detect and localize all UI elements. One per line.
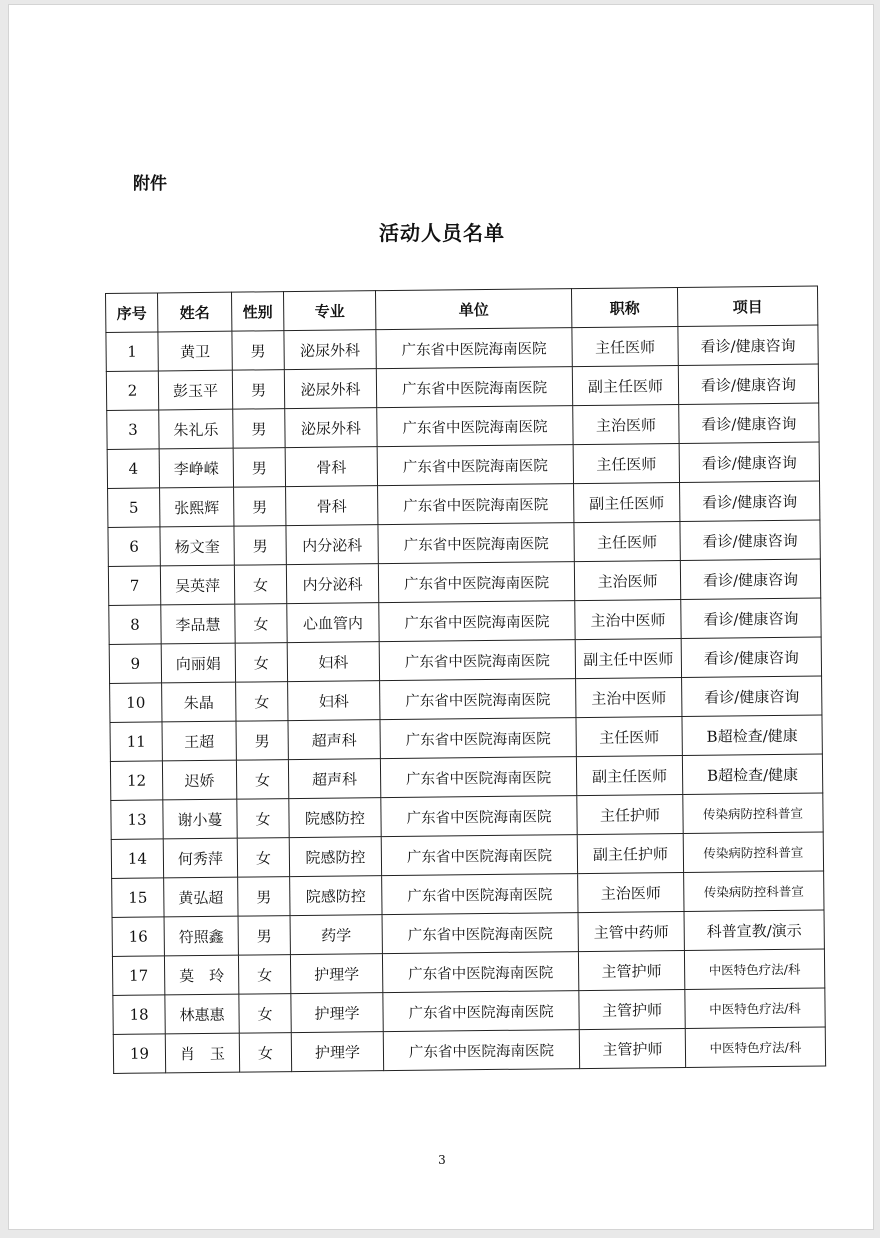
- col-title-cell: 主治医师: [573, 404, 679, 444]
- col-specialty-header: 专业: [283, 291, 375, 331]
- col-index-cell: 15: [112, 878, 164, 918]
- col-project-cell: 看诊/健康咨询: [679, 442, 819, 482]
- col-unit-cell: 广东省中医院海南医院: [382, 874, 578, 915]
- col-project-cell: 中医特色疗法/科: [684, 949, 824, 989]
- col-index-cell: 14: [111, 839, 163, 879]
- col-specialty-cell: 妇科: [287, 642, 379, 682]
- col-gender-cell: 男: [238, 877, 290, 917]
- col-unit-cell: 广东省中医院海南医院: [377, 406, 573, 447]
- col-gender-cell: 男: [236, 721, 288, 761]
- col-specialty-cell: 院感防控: [289, 837, 381, 877]
- col-unit-cell: 广东省中医院海南医院: [379, 640, 575, 681]
- col-gender-cell: 女: [238, 955, 290, 995]
- col-project-cell: 看诊/健康咨询: [681, 637, 821, 677]
- col-project-header: 项目: [677, 286, 817, 326]
- col-name-cell: 黄卫: [158, 331, 232, 371]
- col-unit-cell: 广东省中医院海南医院: [383, 1030, 579, 1071]
- col-specialty-cell: 护理学: [290, 954, 382, 994]
- col-gender-cell: 女: [236, 682, 288, 722]
- col-index-cell: 19: [113, 1034, 165, 1074]
- roster-table: [105, 286, 826, 1074]
- col-unit-cell: 广东省中医院海南医院: [377, 445, 573, 486]
- col-specialty-cell: 内分泌科: [286, 564, 378, 604]
- col-name-cell: 谢小蔓: [163, 799, 237, 839]
- col-specialty-cell: 院感防控: [290, 876, 382, 916]
- col-index-cell: 16: [112, 917, 164, 957]
- col-index-cell: 1: [106, 332, 158, 372]
- col-title-cell: 主任医师: [576, 716, 682, 756]
- roster-table-wrapper: [105, 286, 826, 1074]
- col-name-cell: 符照鑫: [164, 916, 238, 956]
- col-name-cell: 朱晶: [162, 682, 236, 722]
- col-unit-cell: 广东省中医院海南医院: [379, 601, 575, 642]
- col-specialty-cell: 超声科: [288, 759, 380, 799]
- col-name-header: 姓名: [158, 292, 232, 332]
- col-index-cell: 3: [107, 410, 159, 450]
- col-project-cell: 中医特色疗法/科: [685, 1027, 825, 1067]
- col-title-cell: 副主任中医师: [575, 638, 681, 678]
- col-name-cell: 杨文奎: [160, 526, 234, 566]
- col-project-cell: B超检查/健康: [682, 754, 822, 794]
- col-name-cell: 莫 玲: [164, 955, 238, 995]
- col-project-cell: 科普宣教/演示: [684, 910, 824, 950]
- col-specialty-cell: 药学: [290, 915, 382, 955]
- col-title-cell: 主管中药师: [578, 911, 684, 951]
- attachment-label: 附件: [133, 174, 167, 194]
- col-project-cell: B超检查/健康: [682, 715, 822, 755]
- col-gender-cell: 女: [236, 760, 288, 800]
- col-gender-cell: 女: [237, 838, 289, 878]
- col-specialty-cell: 泌尿外科: [285, 408, 377, 448]
- col-gender-cell: 女: [239, 994, 291, 1034]
- col-project-cell: 看诊/健康咨询: [678, 325, 818, 365]
- col-unit-cell: 广东省中医院海南医院: [376, 328, 572, 369]
- col-gender-cell: 男: [232, 331, 284, 371]
- col-unit-header: 单位: [375, 289, 571, 330]
- col-specialty-cell: 护理学: [291, 1032, 383, 1072]
- col-specialty-cell: 骨科: [286, 486, 378, 526]
- col-unit-cell: 广东省中医院海南医院: [380, 757, 576, 798]
- col-index-cell: 8: [109, 605, 161, 645]
- col-project-cell: 看诊/健康咨询: [679, 403, 819, 443]
- col-project-cell: 看诊/健康咨询: [680, 520, 820, 560]
- col-index-cell: 13: [111, 800, 163, 840]
- col-index-cell: 7: [108, 566, 160, 606]
- col-project-cell: 传染病防控科普宣: [683, 793, 823, 833]
- col-index-cell: 9: [109, 644, 161, 684]
- table-row: [113, 1027, 825, 1073]
- col-unit-cell: 广东省中医院海南医院: [382, 952, 578, 993]
- page-title: 活动人员名单: [379, 221, 505, 245]
- col-specialty-cell: 内分泌科: [286, 525, 378, 565]
- col-project-cell: 看诊/健康咨询: [681, 598, 821, 638]
- col-name-cell: 迟娇: [162, 760, 236, 800]
- col-index-cell: 18: [113, 995, 165, 1035]
- col-title-cell: 副主任医师: [574, 482, 680, 522]
- col-unit-cell: 广东省中医院海南医院: [378, 562, 574, 603]
- col-project-cell: 看诊/健康咨询: [680, 481, 820, 521]
- col-name-cell: 彭玉平: [158, 370, 232, 410]
- col-gender-cell: 男: [234, 487, 286, 527]
- col-title-cell: 主管护师: [579, 989, 685, 1029]
- col-gender-cell: 男: [238, 916, 290, 956]
- col-index-cell: 4: [107, 449, 159, 489]
- col-index-cell: 6: [108, 527, 160, 567]
- col-title-cell: 主治医师: [578, 872, 684, 912]
- col-title-cell: 主治医师: [574, 560, 680, 600]
- col-unit-cell: 广东省中医院海南医院: [381, 796, 577, 837]
- col-gender-header: 性别: [231, 292, 283, 332]
- col-gender-cell: 女: [235, 604, 287, 644]
- col-specialty-cell: 院感防控: [289, 798, 381, 838]
- col-project-cell: 看诊/健康咨询: [682, 676, 822, 716]
- col-title-cell: 主任护师: [577, 794, 683, 834]
- col-specialty-cell: 骨科: [285, 447, 377, 487]
- col-title-cell: 副主任医师: [576, 755, 682, 795]
- col-gender-cell: 男: [232, 370, 284, 410]
- col-unit-cell: 广东省中医院海南医院: [376, 367, 572, 408]
- col-index-cell: 10: [110, 683, 162, 723]
- col-name-cell: 朱礼乐: [159, 409, 233, 449]
- col-project-cell: 看诊/健康咨询: [678, 364, 818, 404]
- page-number: 3: [438, 1153, 446, 1167]
- col-specialty-cell: 泌尿外科: [284, 369, 376, 409]
- col-unit-cell: 广东省中医院海南医院: [380, 679, 576, 720]
- col-name-cell: 何秀萍: [163, 838, 237, 878]
- col-title-cell: 副主任护师: [577, 833, 683, 873]
- col-name-cell: 吴英萍: [160, 565, 234, 605]
- col-title-cell: 主任医师: [573, 443, 679, 483]
- col-name-cell: 李峥嵘: [159, 448, 233, 488]
- col-title-cell: 主管护师: [578, 950, 684, 990]
- col-name-cell: 向丽娟: [161, 643, 235, 683]
- col-gender-cell: 男: [234, 526, 286, 566]
- col-name-cell: 林惠惠: [165, 994, 239, 1034]
- col-title-header: 职称: [571, 288, 677, 328]
- col-index-cell: 5: [108, 488, 160, 528]
- col-project-cell: 传染病防控科普宣: [683, 832, 823, 872]
- col-unit-cell: 广东省中医院海南医院: [380, 718, 576, 759]
- col-name-cell: 李品慧: [161, 604, 235, 644]
- col-title-cell: 主任医师: [572, 327, 678, 367]
- col-title-cell: 主管护师: [579, 1028, 685, 1068]
- col-name-cell: 王超: [162, 721, 236, 761]
- col-index-cell: 11: [110, 722, 162, 762]
- col-gender-cell: 男: [233, 409, 285, 449]
- col-title-cell: 主治中医师: [575, 599, 681, 639]
- col-index-cell: 17: [112, 956, 164, 996]
- col-unit-cell: 广东省中医院海南医院: [378, 484, 574, 525]
- col-gender-cell: 男: [233, 448, 285, 488]
- col-specialty-cell: 护理学: [291, 993, 383, 1033]
- col-gender-cell: 女: [239, 1033, 291, 1073]
- col-project-cell: 中医特色疗法/科: [685, 988, 825, 1028]
- col-name-cell: 张熙辉: [160, 487, 234, 527]
- col-title-cell: 主治中医师: [576, 677, 682, 717]
- col-gender-cell: 女: [235, 643, 287, 683]
- col-unit-cell: 广东省中医院海南医院: [383, 991, 579, 1032]
- col-gender-cell: 女: [234, 565, 286, 605]
- document-page: [8, 4, 874, 1230]
- col-gender-cell: 女: [237, 799, 289, 839]
- col-index-header: 序号: [106, 293, 158, 333]
- col-specialty-cell: 心血管内: [287, 603, 379, 643]
- col-unit-cell: 广东省中医院海南医院: [378, 523, 574, 564]
- col-specialty-cell: 泌尿外科: [284, 330, 376, 370]
- col-title-cell: 副主任医师: [572, 366, 678, 406]
- col-project-cell: 看诊/健康咨询: [680, 559, 820, 599]
- col-title-cell: 主任医师: [574, 521, 680, 561]
- col-name-cell: 黄弘超: [164, 877, 238, 917]
- col-index-cell: 12: [110, 761, 162, 801]
- table-body: [106, 325, 826, 1073]
- col-unit-cell: 广东省中医院海南医院: [382, 913, 578, 954]
- col-specialty-cell: 妇科: [288, 681, 380, 721]
- col-project-cell: 传染病防控科普宣: [684, 871, 824, 911]
- col-index-cell: 2: [106, 371, 158, 411]
- col-specialty-cell: 超声科: [288, 720, 380, 760]
- col-unit-cell: 广东省中医院海南医院: [381, 835, 577, 876]
- col-name-cell: 肖 玉: [165, 1033, 239, 1073]
